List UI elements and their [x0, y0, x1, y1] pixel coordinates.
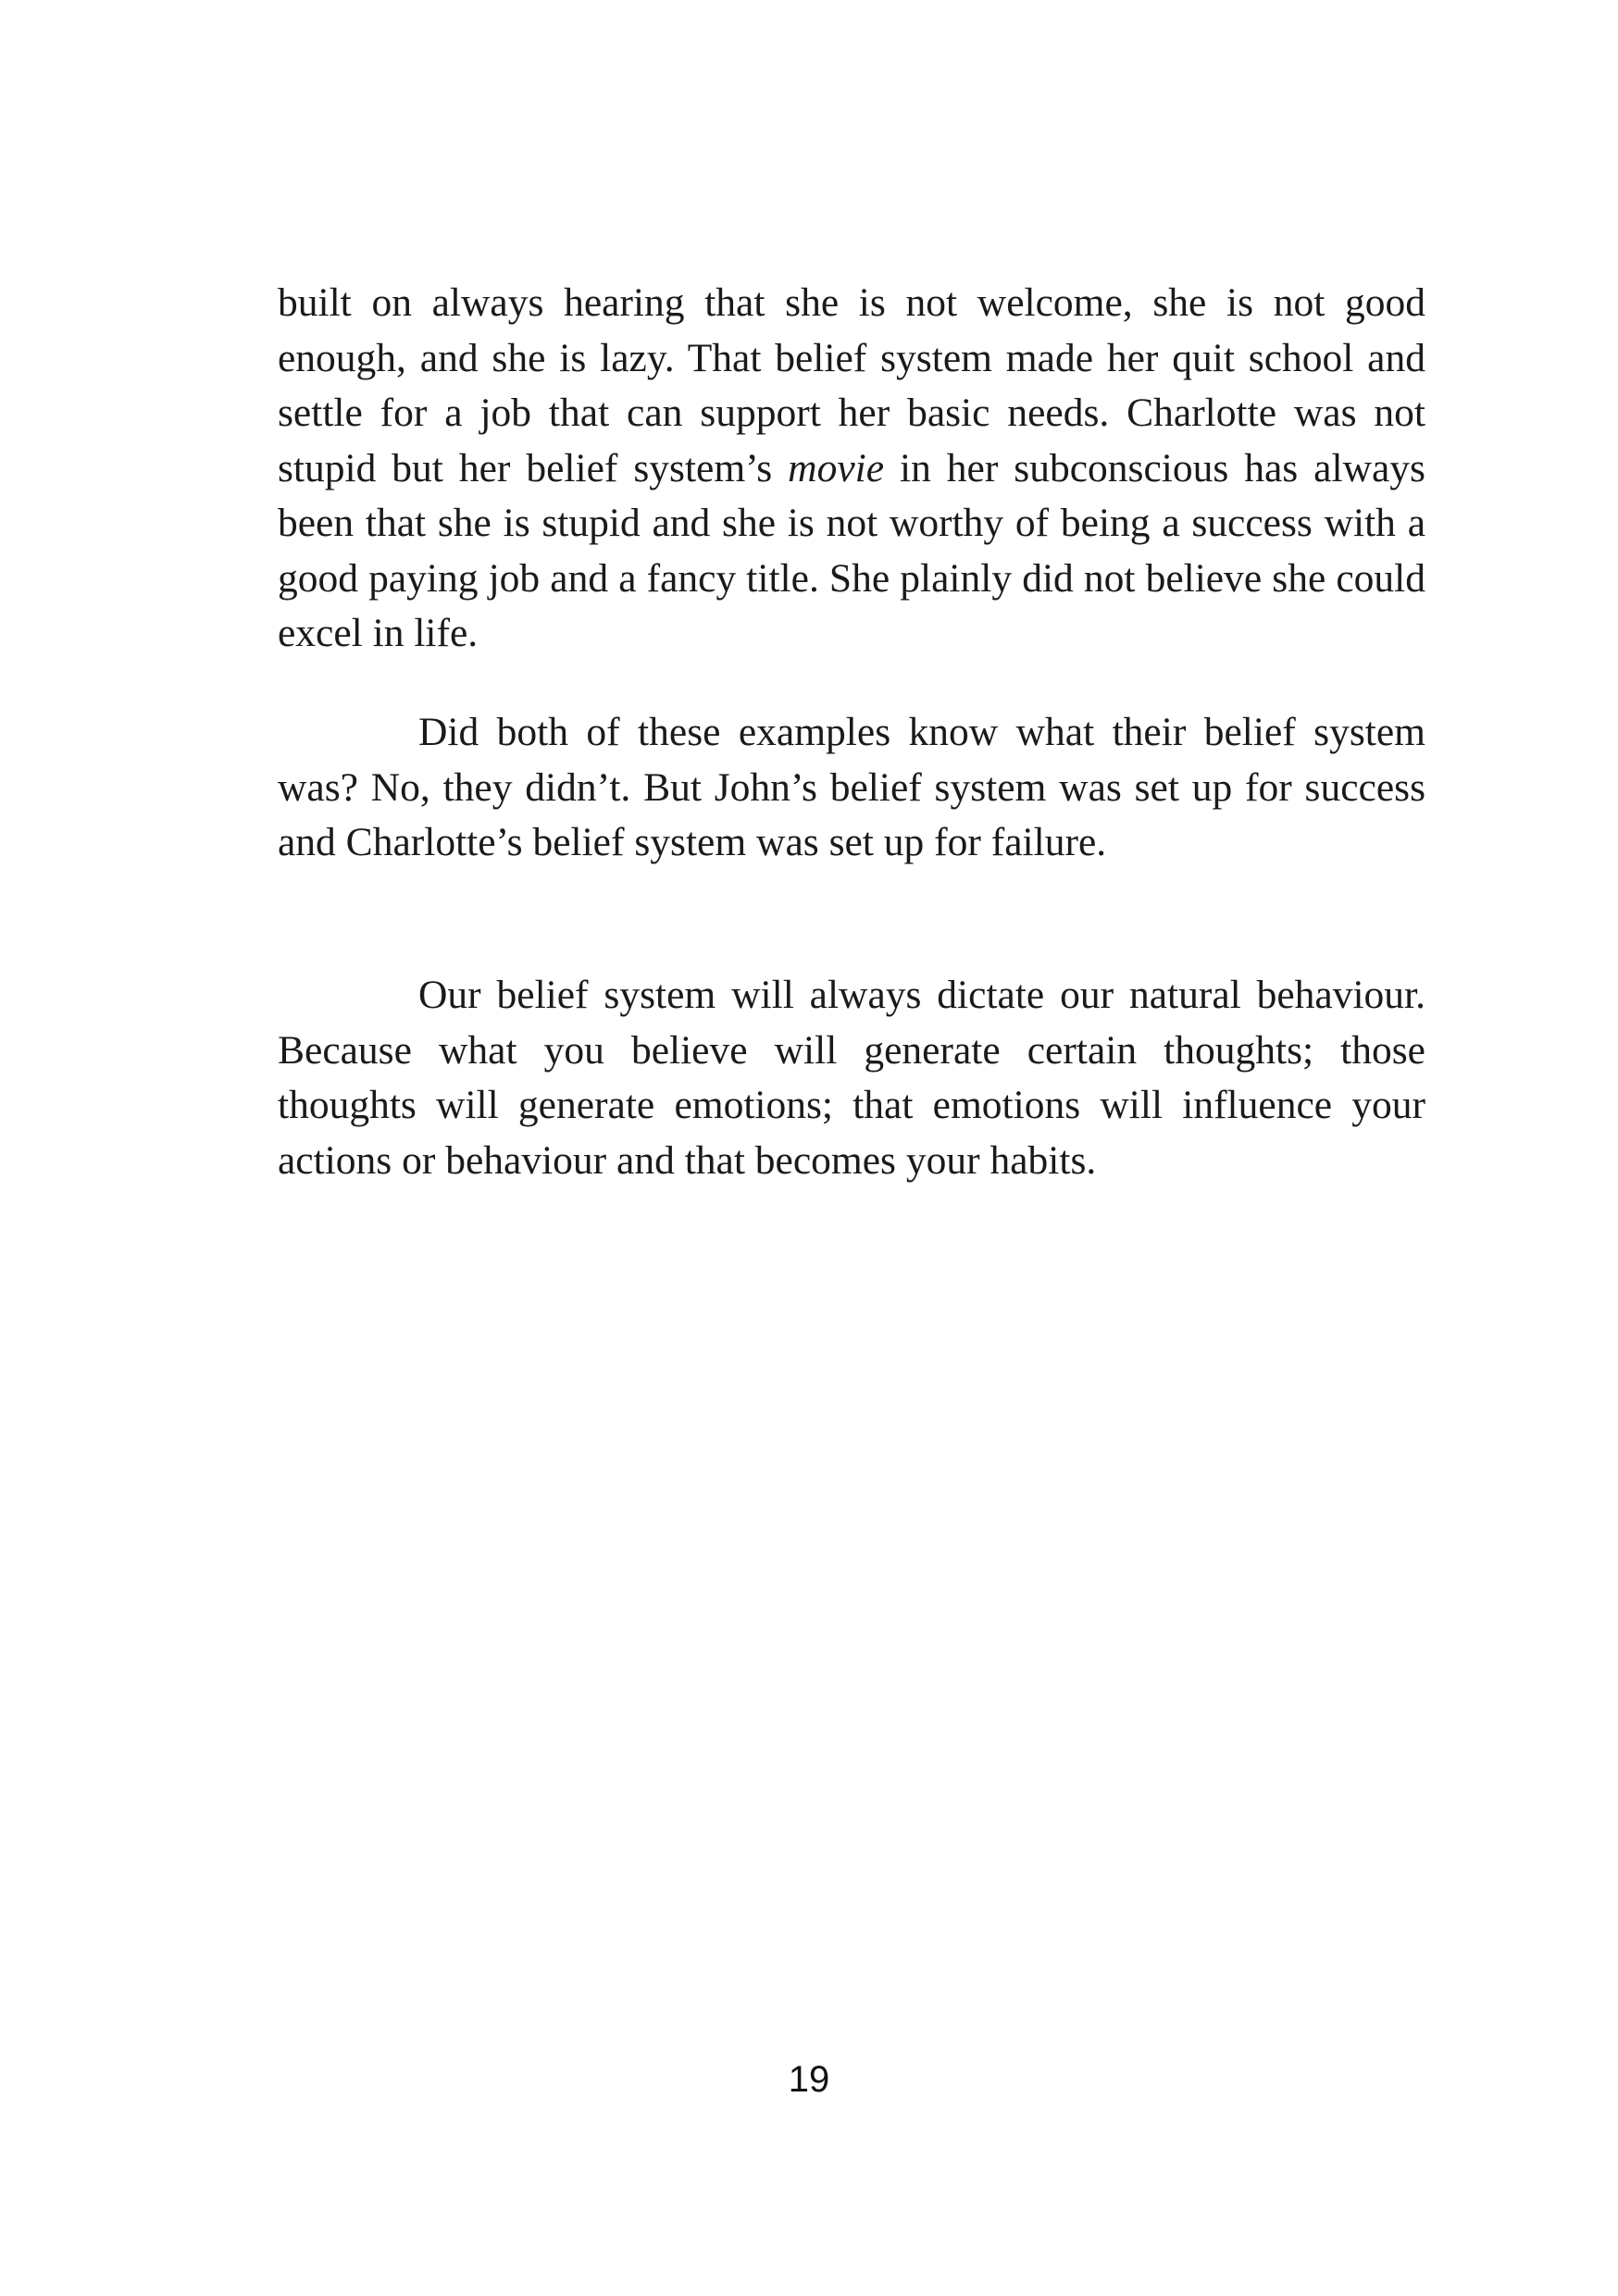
- paragraph-1-text-start: built on always hearing that she is not welcome, she is not good enough, and she is lazy. That belief system made her quit school and settle for a job that can support her basic needs. Charlotte was not stupid but her belief system’s: [278, 280, 1425, 490]
- paragraph-1-italic-word: movie: [788, 445, 885, 490]
- paragraph-1: [278, 276, 1425, 662]
- paragraph-2: Did both of these examples know what their belief system was? No, they didn’t. But John’s belief system was set up for success and Charlotte’s belief system was set up for failure.: [278, 710, 1425, 864]
- page-number: 19: [788, 2059, 830, 2100]
- paragraph-3: Our belief system will always dictate our natural behaviour. Because what you believe will generate certain thoughts; those thoughts will generate emotions; that emotions will influence your actions or behaviour and that becomes your habits.: [278, 973, 1425, 1183]
- paragraph-1-text-end: in her subconscious has always been that she is stupid and she is not worthy of being a success with a good paying job and a fancy title. She plainly did not believe she could excel in life.: [278, 445, 1425, 655]
